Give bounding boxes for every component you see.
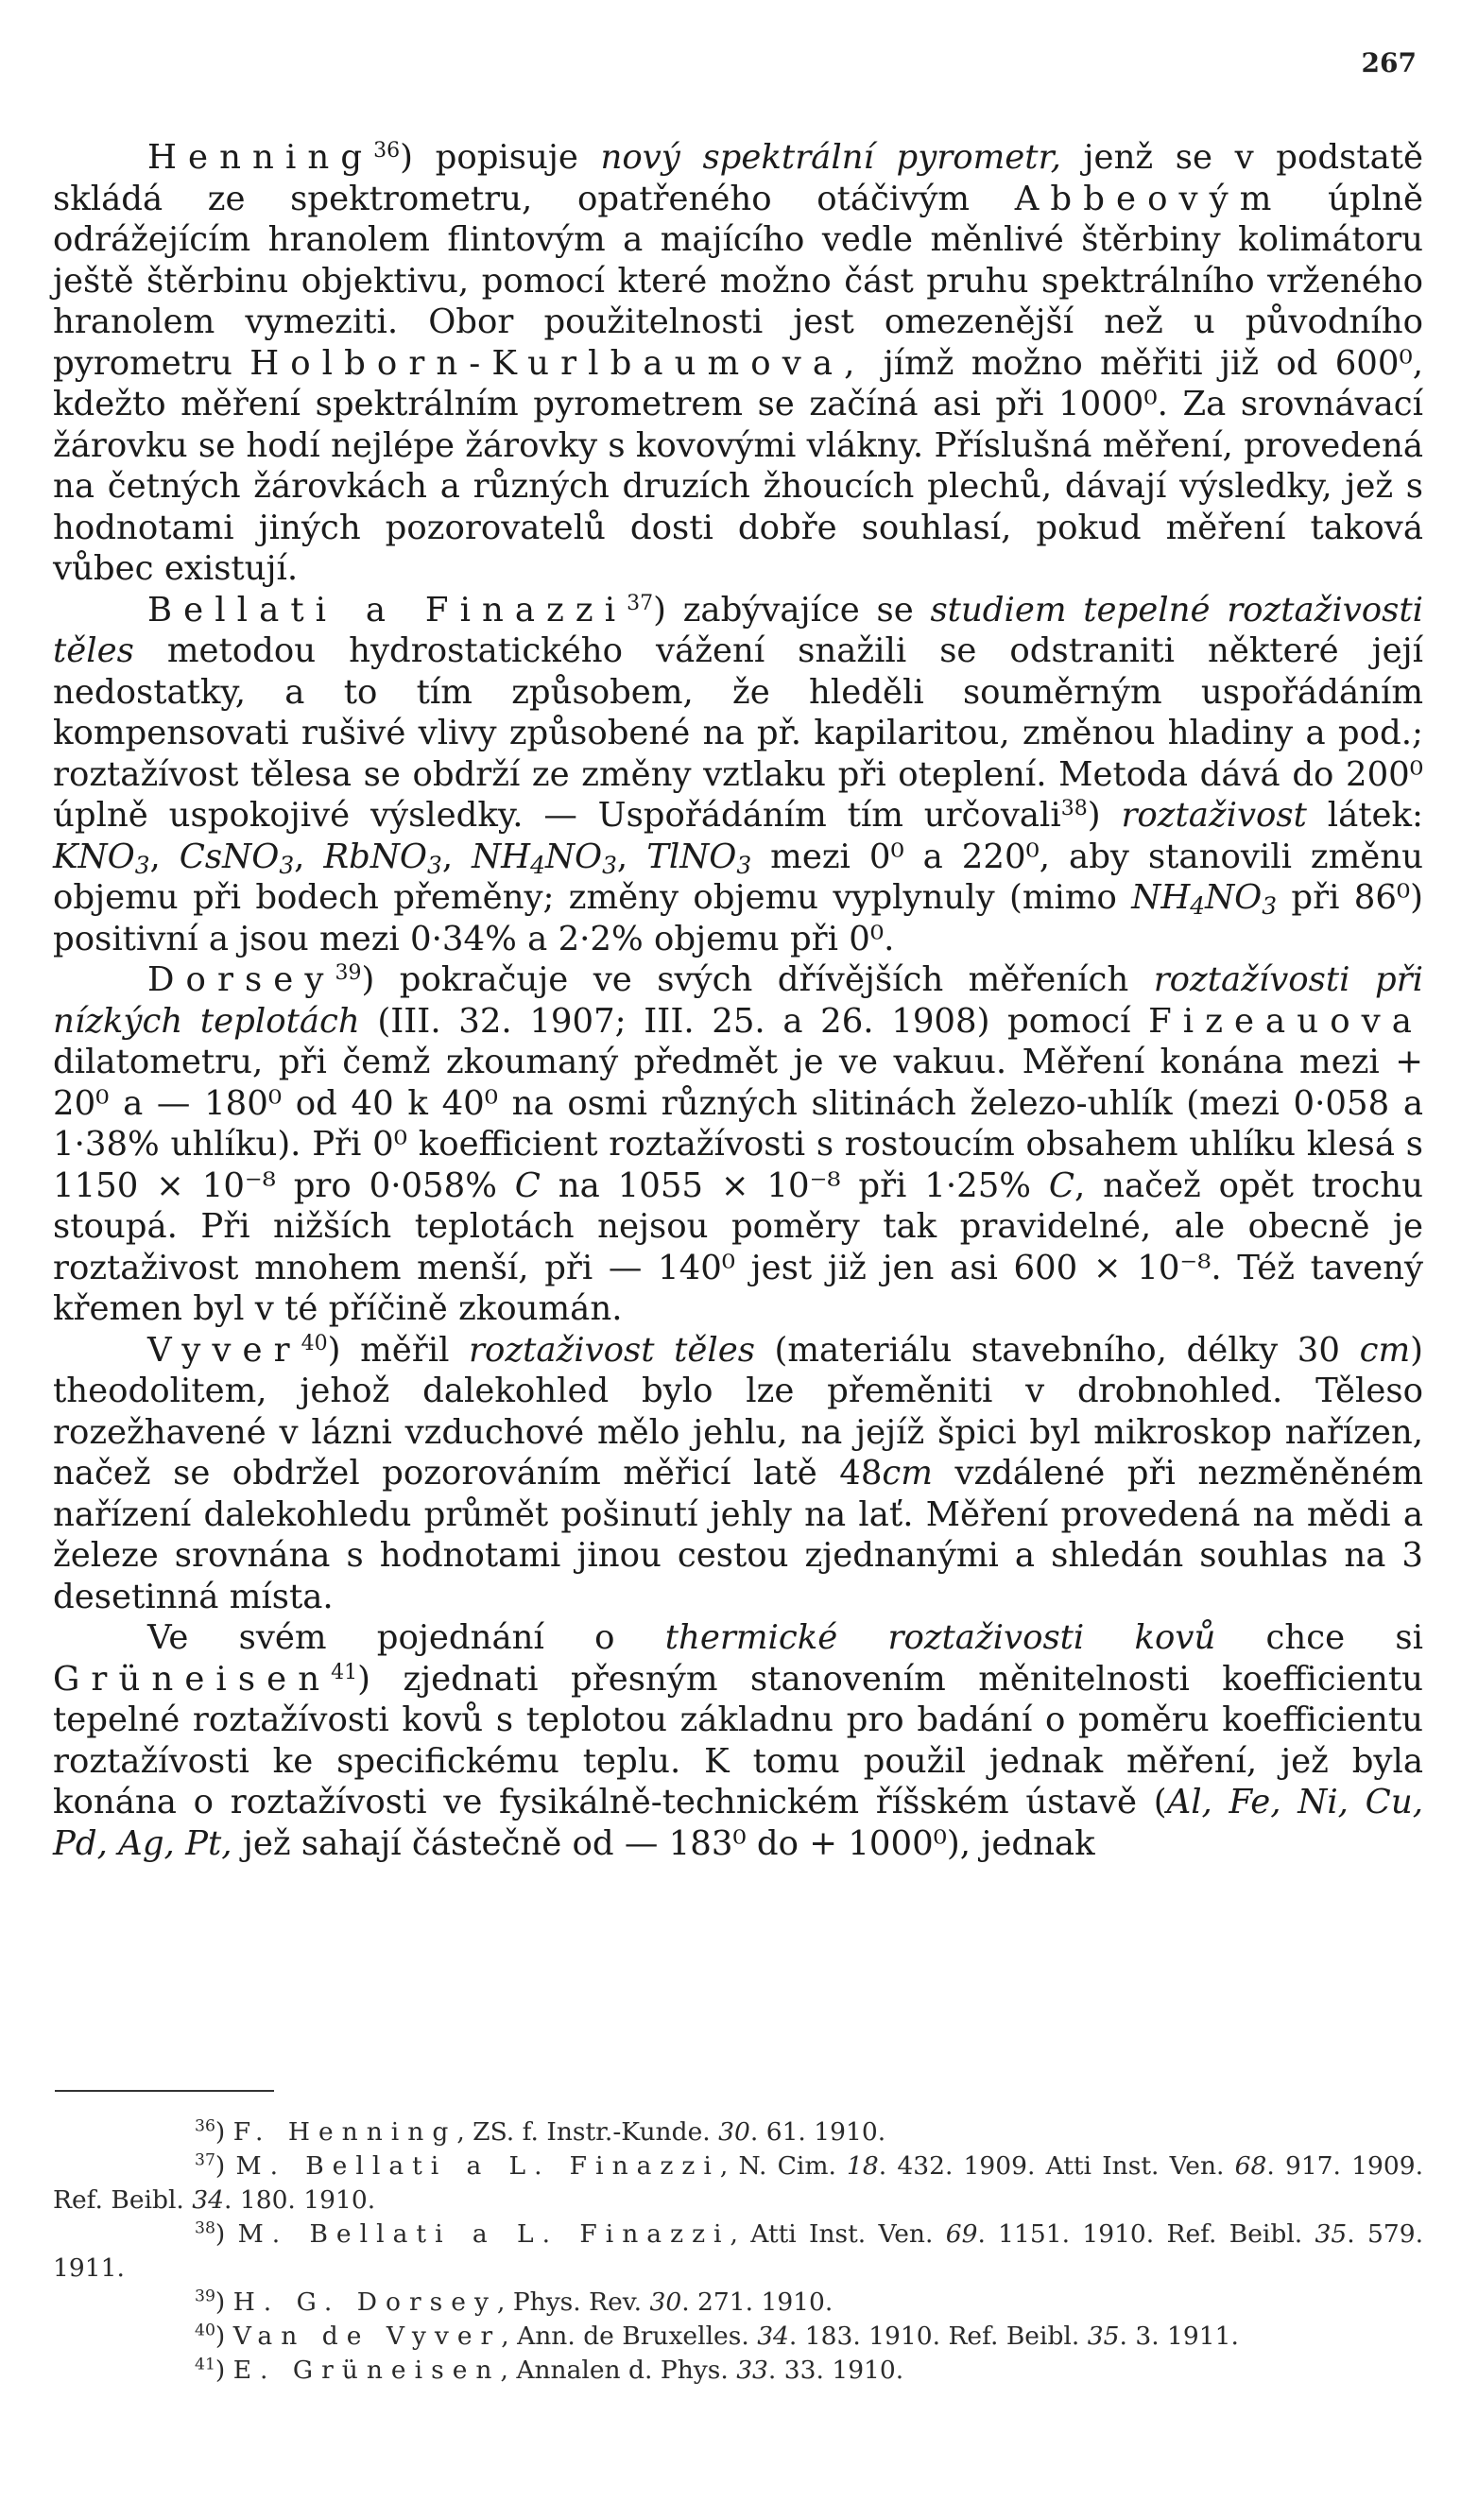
subscript: 3 <box>427 851 442 879</box>
text: vzdálené při nezměněném nařízení dalekohledu průmět pošinutí jehly na lať. Měření provedená na mědi a železe srovnána s hodnotami jinou cestou zjednanými a shledán souhlas na 3 desetinná místa. <box>53 1454 1423 1616</box>
paragraph-vyver <box>53 1330 1423 1618</box>
volume: 30 <box>649 2287 682 2317</box>
footnote-39: $^{39}$) H. G. Dorsey, Phys. Rev. 30. 271. 1910. <box>195 2287 834 2317</box>
text: látek: <box>1306 796 1423 835</box>
emphasis: C <box>514 1165 541 1205</box>
text: Ve svém pojednání o <box>147 1618 665 1657</box>
text: mezi 0⁰ a 220⁰, aby stanovili změnu objemu při bodech přeměny; změny objemu vyplynuly (mimo <box>53 837 1424 917</box>
text: , Atti Inst. Ven. <box>730 2219 946 2249</box>
footnote-ref[interactable]: 40 <box>301 1331 328 1355</box>
chemical-formula <box>1131 878 1278 921</box>
footnote-number: 41 <box>195 2355 215 2374</box>
paragraph-henning <box>53 137 1423 590</box>
emphasis: nový spektrální pyrometr, <box>600 138 1061 177</box>
volume: 33 <box>736 2356 768 2385</box>
subscript: 3 <box>1262 892 1278 921</box>
text: jenž se v podstatě skládá ze spektrometru, opatřeného otáčivým <box>53 138 1424 218</box>
subscript: 4 <box>530 851 545 879</box>
footnote-41: $^{41}$) E. Grüneisen, Annalen d. Phys. 33. 33. 1910. <box>195 2355 904 2385</box>
volume: 18 <box>847 2151 879 2181</box>
footnote-divider <box>55 2090 274 2092</box>
text: jež sahají částečně od — 183⁰ do + 1000⁰), jednak <box>232 1823 1095 1863</box>
text: (III. 32. 1907; III. 25. a 26. 1908) pomocí <box>359 1001 1149 1041</box>
author-name: Fizeauova <box>1148 1001 1424 1041</box>
text: . 432. 1909. Atti Inst. Ven. <box>878 2151 1235 2181</box>
footnote-number: 36 <box>195 2116 215 2136</box>
volume: 35 <box>1315 2219 1348 2249</box>
footnote-ref[interactable]: 41 <box>331 1660 358 1684</box>
paragraph-gruneisen <box>53 1617 1423 1864</box>
footnote-author: Van de Vyver <box>232 2322 502 2351</box>
volume: 69 <box>945 2219 978 2249</box>
text: ) theodolitem, jehož dalekohled bylo lze přeměniti v drobnohled. Těleso rozežhavené v lázni vzduchové mělo jehlu, na jejíž špici byl mikroskop nařízen, načež se obdržel pozorováním měřicí latě 48 <box>53 1330 1423 1493</box>
volume: 30 <box>718 2117 750 2147</box>
text: na 1055 × 10⁻⁸ při 1·25% <box>540 1165 1049 1205</box>
text: , N. Cim. <box>719 2151 848 2181</box>
text: dilatometru, při čemž zkoumaný předmět je ve vakuu. Měření konána mezi + 20⁰ a — 180⁰ od 40 k 40⁰ na osmi různých slitinách železo-uhlík (mezi 0·058 a 1·38% uhlíku). Při 0⁰ koefficient roztažívosti s rostoucím obsahem uhlíku klesá s 1150 × 10⁻⁸ pro 0·058% <box>53 1043 1423 1205</box>
footnote-number: 38 <box>195 2218 215 2238</box>
text: úplně odrážejícím hranolem flintovým a majícího vedle měnlivé štěrbiny kolimátoru ještě štěrbinu objektivu, pomocí které možno část pruhu spektrálního vrženého hranolem vymeziti. Obor použitelnosti jest omezenější než u původního pyrometru <box>53 179 1423 383</box>
separator: , <box>149 837 180 876</box>
text: ) popisuje <box>400 138 601 177</box>
paragraph-dorsey <box>53 959 1423 1330</box>
author-name: Holborn-Kurlbaumova, <box>249 343 867 383</box>
text: . 180. 1910. <box>224 2185 376 2215</box>
chemical-formula <box>53 837 150 879</box>
unit: cm <box>1359 1330 1411 1370</box>
emphasis: studiem tepelné roztaživosti těles <box>53 590 1423 670</box>
text: ) zabývajíce se <box>653 590 931 630</box>
chemical-formula <box>323 837 442 879</box>
formula-part: NO <box>544 837 603 876</box>
footnote-ref[interactable]: 39 <box>335 960 362 985</box>
emphasis: thermické roztaživosti kovů <box>664 1618 1216 1657</box>
text: . 61. 1910. <box>749 2117 886 2147</box>
author-name: Grüneisen <box>53 1659 332 1699</box>
formula-part: NO <box>1205 878 1263 917</box>
subscript: 4 <box>1190 892 1206 921</box>
main-text <box>53 137 1423 1864</box>
footnote-38: $^{38}$) M. Bellati a L. Finazzi, Atti Inst. Ven. 69. 1151. 1910. Ref. Beibl. 35. 579. 1911. <box>53 2218 1423 2283</box>
author-name: Abbeovým <box>1014 179 1283 218</box>
subscript: 3 <box>602 851 617 879</box>
text: , Annalen d. Phys. <box>500 2356 737 2385</box>
text: jímž možno měřiti již od 600⁰, kdežto měření spektrálním pyrometrem se začíná asi při 1000⁰. Za srovnávací žárovku se hodí nejlépe žárovky s kovovými vlákny. Příslušná měření, provedená na četných žárovkách a různých druzích žhoucích plechů, dávají výsledky, jež s hodnotami jiných pozorovatelů dosti dobře souhlasí, pokud měření taková vůbec existují. <box>53 343 1424 588</box>
text: . 1151. 1910. Ref. Beibl. <box>977 2219 1315 2249</box>
text: ) <box>1087 796 1122 835</box>
text: (materiálu stavebního, délky 30 <box>754 1330 1360 1370</box>
chemical-formula <box>646 837 752 879</box>
author-name: Henning <box>147 138 374 177</box>
emphasis: C <box>1048 1165 1075 1205</box>
emphasis: roztažívosti při nízkých teplotách <box>53 960 1423 1041</box>
footnote-ref[interactable]: 36 <box>373 138 401 163</box>
volume: 34 <box>757 2322 789 2351</box>
text: , Ann. de Bruxelles. <box>501 2322 758 2351</box>
footnote-number: 40 <box>195 2321 215 2340</box>
footnote-37: $^{37}$) M. Bellati a L. Finazzi, N. Cim. 18. 432. 1909. Atti Inst. Ven. 68. 917. 1909. Ref. Beibl. 34. 180. 1910. <box>53 2150 1423 2215</box>
subscript: 3 <box>736 851 752 879</box>
text: , načež opět trochu stoupá. Při nižších teplotách nejsou poměry tak pravidelné, ale obecně je roztaživost mnohem menší, při — 140⁰ jest již jen asi 600 × 10⁻⁸. Též tavený křemen byl v té příčině zkoumán. <box>53 1165 1423 1328</box>
text: ) pokračuje ve svých dřívějších měřeních <box>361 960 1154 999</box>
emphasis: roztaživost <box>1121 796 1307 835</box>
text: . 183. 1910. Ref. Beibl. <box>788 2322 1088 2351</box>
text: . 33. 1910. <box>767 2356 904 2385</box>
text: . 917. 1909. Ref. Beibl. <box>53 2151 1423 2215</box>
paragraph-bellati <box>53 590 1423 960</box>
text: metodou hydrostatického vážení snažili se odstraniti některé její nedostatky, a to tím způsobem, že hleděli souměrným uspořádáním kompensovati rušivé vlivy způsobené na př. kapilaritou, změnou hladiny a pod.; roztažívost tělesa se obdrží ze změny vztlaku při oteplení. Metoda dává do 200⁰ úplně uspokojivé výsledky. — Uspořádáním tím určovali <box>53 631 1423 835</box>
volume: 68 <box>1234 2151 1267 2181</box>
emphasis: roztaživost těles <box>469 1330 755 1370</box>
formula-part: RbNO <box>323 837 428 876</box>
formula-part: TlNO <box>646 837 737 876</box>
volume: 35 <box>1087 2322 1120 2351</box>
subscript: 3 <box>279 851 295 879</box>
text: , ZS. f. Instr.-Kunde. <box>456 2117 719 2147</box>
formula-part: KNO <box>53 837 135 876</box>
separator: , <box>616 837 647 876</box>
footnote-36: $^{36}$) F. Henning, ZS. f. Instr.-Kunde. 30. 61. 1910. <box>195 2116 886 2147</box>
footnotes <box>53 2115 1423 2388</box>
author-name: Dorsey <box>147 960 335 999</box>
text: . 3. 1911. <box>1119 2322 1239 2351</box>
separator: , <box>294 837 324 876</box>
text: při 86⁰) positivní a jsou mezi 0·34% a 2·2% objemu při 0⁰. <box>53 878 1424 958</box>
footnote-number: 37 <box>195 2150 215 2170</box>
text: ) zjednati přesným stanovením měnitelnosti koefficientu tepelné roztažívosti kovů s teplotou základnu pro badání o poměru koefficientu roztažívosti ke specifickému teplu. K tomu použil jednak měření, jež byla konána o roztažívosti ve fysikálně-technickém říšském ústavě ( <box>53 1659 1423 1821</box>
footnote-author: H. G. Dorsey <box>232 2287 497 2317</box>
unit: cm <box>882 1454 933 1493</box>
footnote-ref[interactable]: 38 <box>1060 796 1088 820</box>
formula-part: NH <box>1131 878 1191 917</box>
text: ) měřil <box>327 1330 470 1370</box>
footnote-ref[interactable]: 37 <box>627 591 654 615</box>
chemical-formula <box>472 837 617 879</box>
chemical-symbols: Al, Fe, Ni, Cu, Pd, Ag, Pt, <box>53 1783 1423 1863</box>
page-number: 267 <box>1361 47 1417 78</box>
formula-part: CsNO <box>179 837 280 876</box>
subscript: 3 <box>134 851 150 879</box>
text: , Phys. Rev. <box>496 2287 650 2317</box>
footnote-40: $^{40}$) Van de Vyver, Ann. de Bruxelles. 34. 183. 1910. Ref. Beibl. 35. 3. 1911. <box>195 2321 1239 2351</box>
author-name: Bellati a Finazzi <box>147 590 627 630</box>
footnote-author: E. Grüneisen <box>232 2356 501 2385</box>
chemical-formula <box>179 837 295 879</box>
footnote-author: M. Bellati a L. Finazzi <box>237 2219 730 2249</box>
author-name: Vyver <box>147 1330 301 1370</box>
volume: 34 <box>192 2185 224 2215</box>
separator: , <box>441 837 473 876</box>
text: . 271. 1910. <box>681 2287 834 2317</box>
text: chce si <box>1215 1618 1423 1657</box>
footnote-author: M. Bellati a L. Finazzi <box>235 2151 720 2181</box>
footnote-number: 39 <box>195 2287 215 2306</box>
footnote-author: F. Henning <box>232 2117 457 2147</box>
text: . 579. 1911. <box>53 2219 1423 2283</box>
formula-part: NH <box>472 837 531 876</box>
